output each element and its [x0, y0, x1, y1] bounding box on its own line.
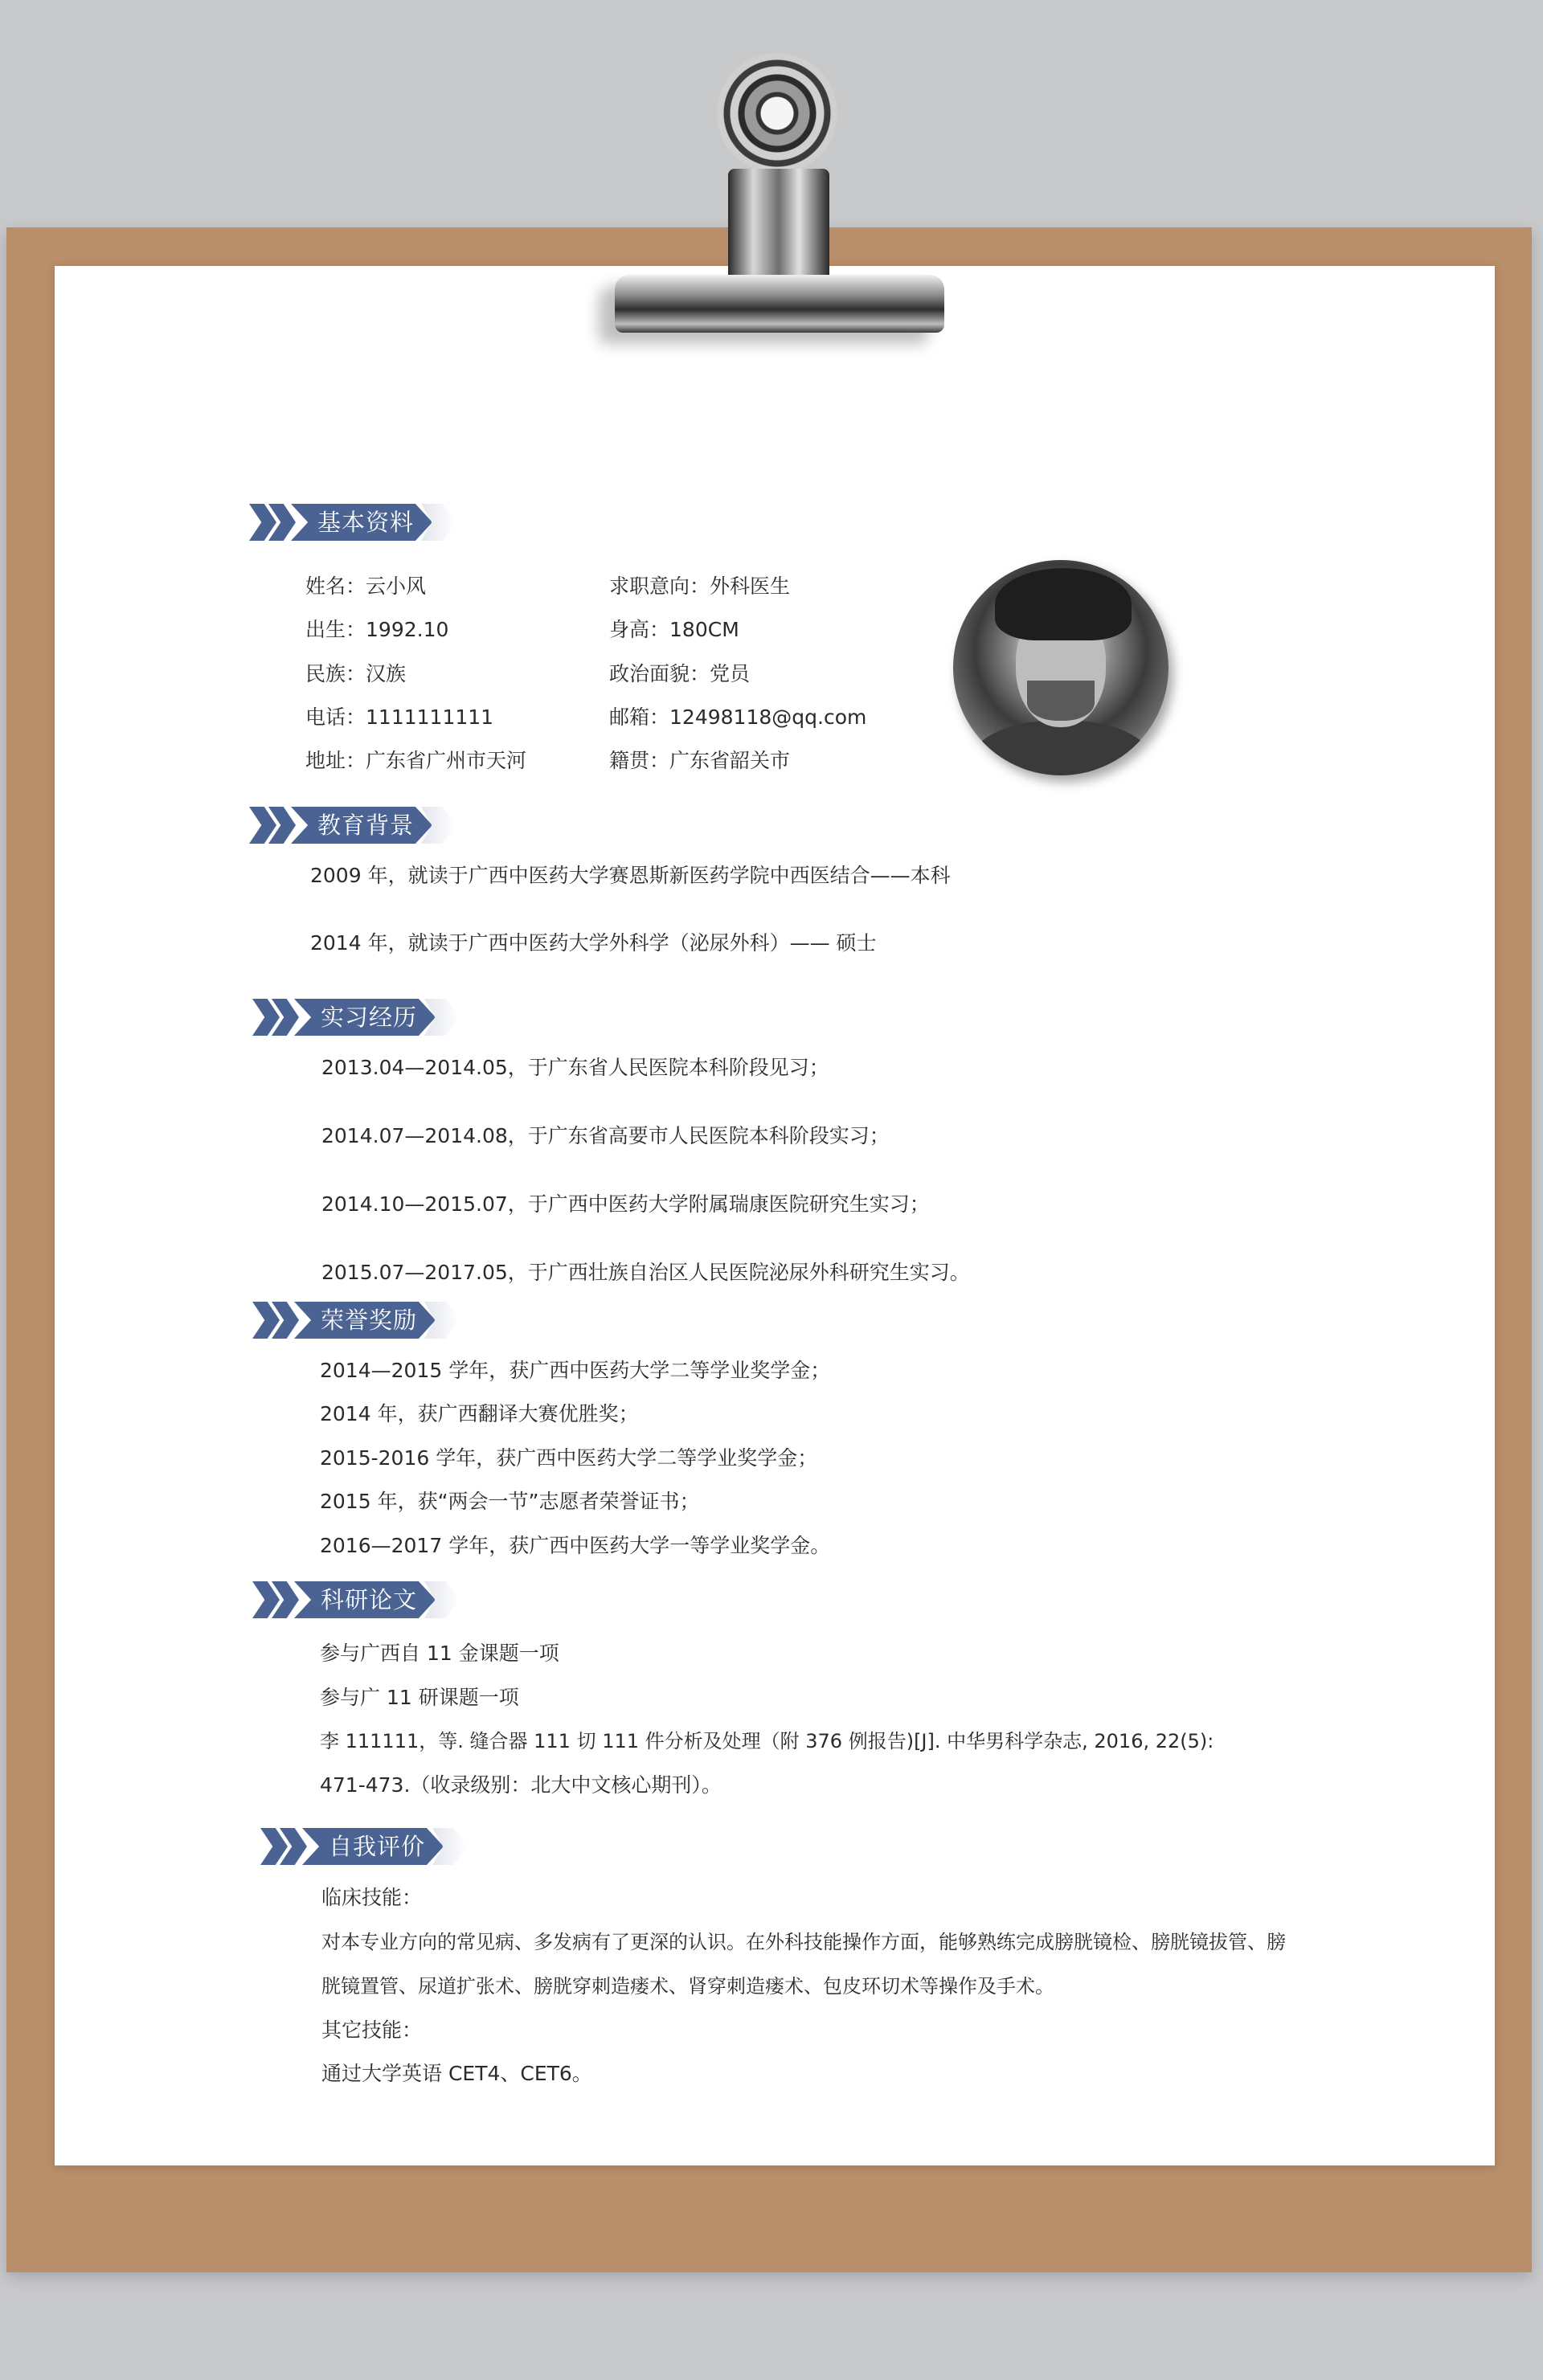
- honor-item: 2015 年，获“两会一节”志愿者荣誉证书；: [320, 1490, 700, 1513]
- info-objective: [609, 573, 790, 600]
- info-label: 电话：: [305, 705, 366, 729]
- info-value: 1992.10: [366, 618, 449, 641]
- info-value: 广东省广州市天河: [366, 749, 527, 772]
- info-value: 云小风: [366, 575, 427, 598]
- clip-base: [615, 275, 944, 333]
- info-label: 姓名：: [305, 575, 366, 598]
- info-ethnic: [305, 660, 406, 688]
- section-title: 科研论文: [320, 1586, 417, 1613]
- info-value: 12498118@qq.com: [669, 705, 867, 729]
- info-name: [305, 573, 426, 600]
- internship-item: 2014.10—2015.07，于广西中医药大学附属瑞康医院研究生实习；: [321, 1192, 930, 1216]
- info-phone: [305, 704, 493, 731]
- photo-shirt: [969, 721, 1154, 775]
- info-political: [609, 660, 750, 688]
- info-value: 党员: [710, 662, 751, 685]
- honor-item: 2014—2015 学年，获广西中医药大学二等学业奖学金；: [320, 1359, 831, 1382]
- clip-ring: [717, 53, 837, 174]
- section-title: 基本资料: [317, 509, 414, 536]
- self-eval-item: 其它技能：: [321, 2018, 423, 2042]
- research-item: 参与广 11 研课题一项: [320, 1686, 519, 1709]
- info-label: 政治面貌：: [609, 662, 710, 685]
- section-title: 实习经历: [320, 1004, 417, 1031]
- info-label: 身高：: [609, 618, 670, 641]
- info-label: 籍贯：: [609, 749, 670, 772]
- info-hometown: [609, 747, 790, 775]
- section-title: 自我评价: [328, 1833, 425, 1860]
- info-birth: [305, 616, 448, 644]
- profile-photo: [953, 560, 1169, 775]
- section-title: 荣誉奖励: [320, 1307, 417, 1334]
- info-value: 汉族: [366, 662, 407, 685]
- research-item: 471-473.（收录级别：北大中文核心期刊）。: [320, 1773, 722, 1797]
- honor-item: 2016—2017 学年，获广西中医药大学一等学业奖学金。: [320, 1534, 831, 1557]
- self-eval-item: 通过大学英语 CET4、CET6。: [321, 2062, 592, 2085]
- info-value: 180CM: [669, 618, 739, 641]
- education-item: 2014 年，就读于广西中医药大学外科学（泌尿外科）—— 硕士: [310, 931, 877, 955]
- info-height: [609, 616, 739, 644]
- photo-beard: [1027, 681, 1095, 721]
- self-eval-item: 胱镜置管、尿道扩张术、膀胱穿刺造瘘术、肾穿刺造瘘术、包皮环切术等操作及手术。: [321, 1975, 1054, 1998]
- self-eval-item: 对本专业方向的常见病、多发病有了更深的认识。在外科技能操作方面，能够熟练完成膀胱镜检、膀胱镜拔管、膀: [321, 1931, 1286, 1953]
- internship-item: 2015.07—2017.05，于广西壮族自治区人民医院泌尿外科研究生实习。: [321, 1261, 970, 1284]
- internship-item: 2013.04—2014.05，于广东省人民医院本科阶段见习；: [321, 1056, 829, 1079]
- info-label: 民族：: [305, 662, 366, 685]
- binder-clip: [579, 48, 948, 354]
- info-label: 出生：: [305, 618, 366, 641]
- photo-hair: [995, 568, 1132, 640]
- section-title: 教育背景: [317, 812, 414, 839]
- honor-item: 2015-2016 学年，获广西中医药大学二等学业奖学金；: [320, 1446, 818, 1470]
- info-value: 1111111111: [366, 705, 494, 729]
- research-item: 李 111111，等. 缝合器 111 切 111 件分析及处理（附 376 例报告)[J]. 中华男科学杂志, 2016, 22(5):: [320, 1730, 1214, 1752]
- info-value: 广东省韶关市: [669, 749, 791, 772]
- internship-item: 2014.07—2014.08，于广东省高要市人民医院本科阶段实习；: [321, 1124, 890, 1147]
- info-label: 地址：: [305, 749, 366, 772]
- info-label: 求职意向：: [609, 575, 710, 598]
- info-label: 邮箱：: [609, 705, 670, 729]
- info-value: 外科医生: [710, 575, 791, 598]
- info-email: [609, 704, 866, 731]
- honor-item: 2014 年，获广西翻译大赛优胜奖；: [320, 1402, 639, 1425]
- self-eval-item: 临床技能：: [321, 1886, 423, 1909]
- research-item: 参与广西自 11 金课题一项: [320, 1642, 559, 1665]
- info-address: [305, 747, 526, 775]
- education-item: 2009 年，就读于广西中医药大学赛恩斯新医药学院中西医结合——本科: [310, 864, 951, 887]
